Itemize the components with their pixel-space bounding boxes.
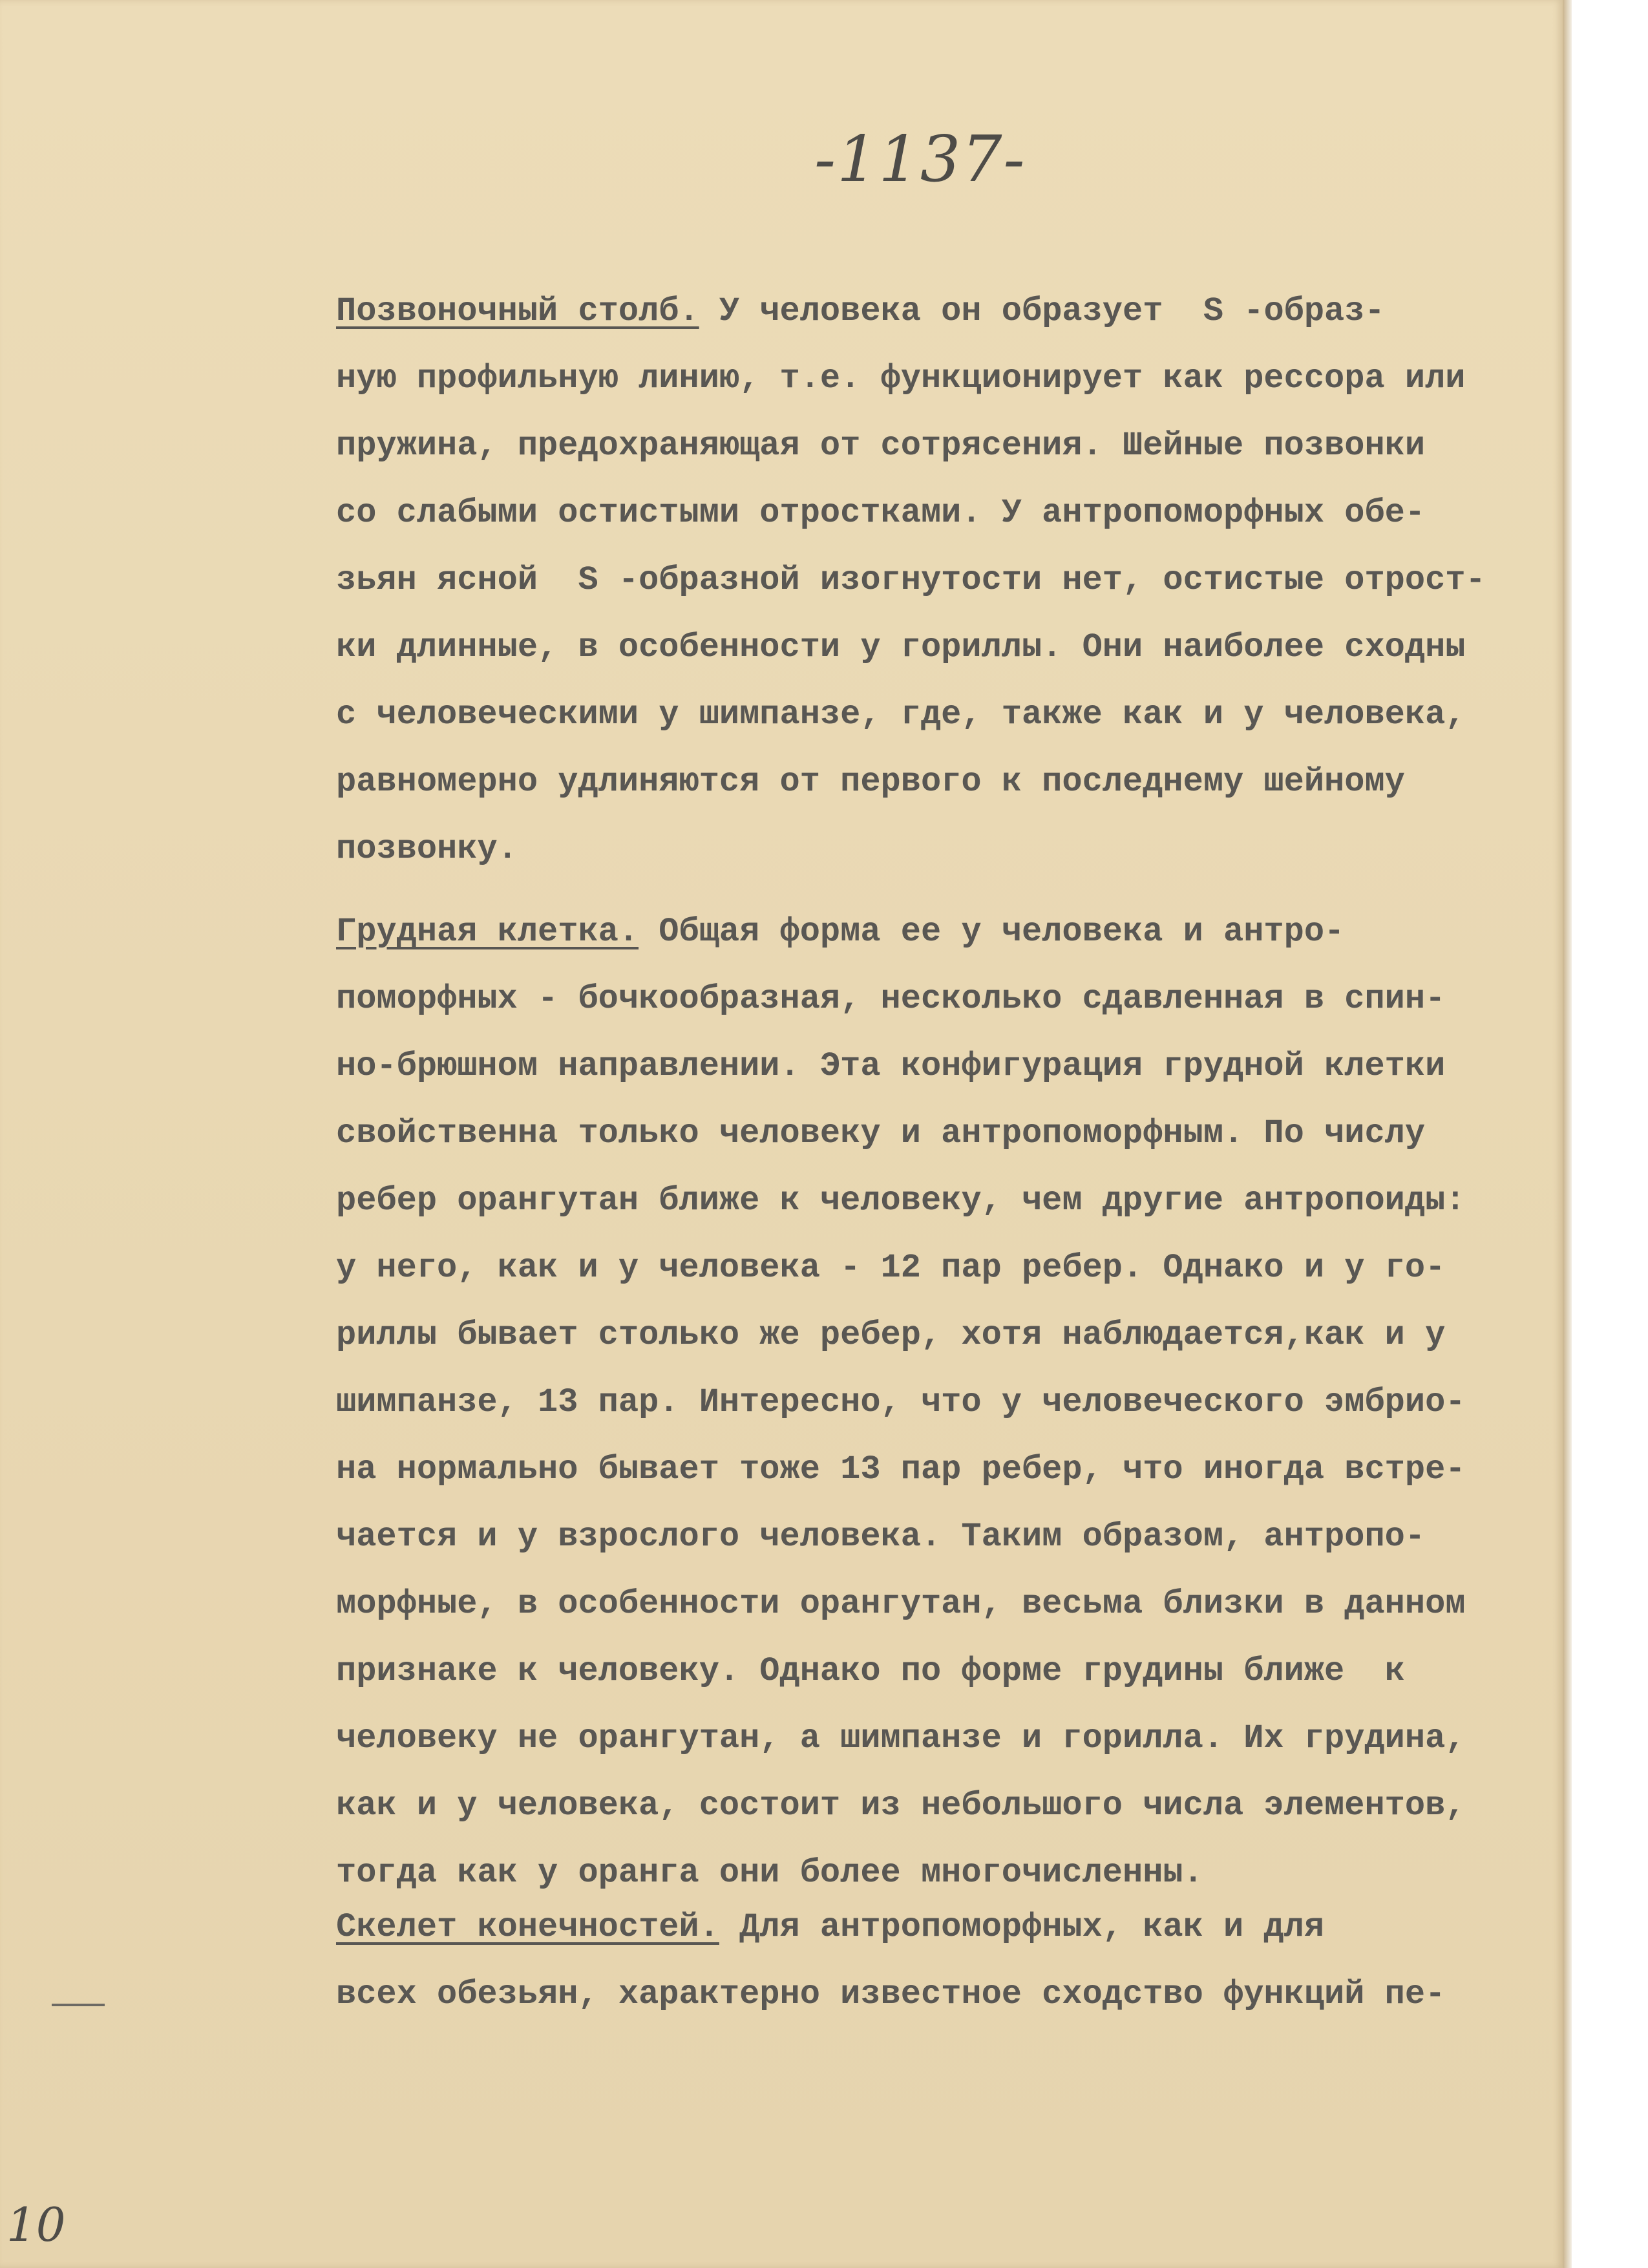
text-line: но-брюшном направлении. Эта конфигурация грудной клетки [336,1047,1446,1085]
text-line: тогда как у оранга они более многочисленны. [336,1854,1203,1892]
text-line: всех обезьян, характерно известное сходство функций пе- [336,1975,1446,2013]
margin-dash [52,2004,105,2006]
text-line: со слабыми остистыми отростками. У антропоморфных обе- [336,494,1426,532]
paragraph-spine [336,278,1551,883]
text-line: поморфных - бочкообразная, несколько сдавленная в спин- [336,980,1446,1018]
text-line: на нормально бывает тоже 13 пар ребер, что иногда встре- [336,1450,1466,1489]
text-line: ки длинные, в особенности у гориллы. Они наиболее сходны [336,628,1466,666]
text-line: ребер орангутан ближе к человеку, чем другие антропоиды: [336,1182,1466,1220]
text-line: чается и у взрослого человека. Таким образом, антропо- [336,1518,1426,1556]
paragraph-first-line [336,1894,1551,1961]
text-line: свойственна только человеку и антропоморфным. По числу [336,1114,1426,1152]
text-line: риллы бывает столько же ребер, хотя наблюдается,как и у [336,1316,1446,1354]
text-line: с человеческими у шимпанзе, где, также как и у человека, [336,695,1466,734]
margin-note: 10 [6,2198,66,2252]
section-heading: Позвоночный столб. [336,292,699,330]
text-line: Общая форма ее у человека и антро- [639,913,1345,951]
paper-edge [1563,0,1572,2268]
text-line: позвонку. [336,830,518,868]
paragraph-first-line [336,898,1551,966]
text-line: человеку не орангутан, а шимпанзе и горилла. Их грудина, [336,1719,1466,1757]
paragraph-limbs [336,1894,1551,2028]
text-line: Для антропоморфных, как и для [719,1908,1325,1946]
paragraph-first-line [336,278,1551,345]
text-line: равномерно удлиняются от первого к последнему шейному [336,763,1405,801]
text-line: шимпанзе, 13 пар. Интересно, что у человеческого эмбрио- [336,1383,1466,1421]
text-line: морфные, в особенности орангутан, весьма близки в данном [336,1585,1466,1623]
text-line: пружина, предохраняющая от сотрясения. Шейные позвонки [336,427,1426,465]
text-line: зьян ясной S -образной изогнутости нет, остистые отрост- [336,561,1486,599]
text-line: У человека он образует S -образ- [699,292,1385,330]
text-line: признаке к человеку. Однако по форме грудины ближе к [336,1652,1405,1690]
section-heading: Скелет конечностей. [336,1908,719,1946]
text-line: у него, как и у человека - 12 пар ребер. Однако и у го- [336,1249,1446,1287]
text-line: как и у человека, состоит из небольшого числа элементов, [336,1786,1466,1825]
page-number: -1137- [814,123,1026,196]
text-line: ную профильную линию, т.е. функционирует как рессора или [336,359,1466,397]
section-heading: Грудная клетка. [336,913,639,951]
paragraph-thorax [336,898,1551,1907]
